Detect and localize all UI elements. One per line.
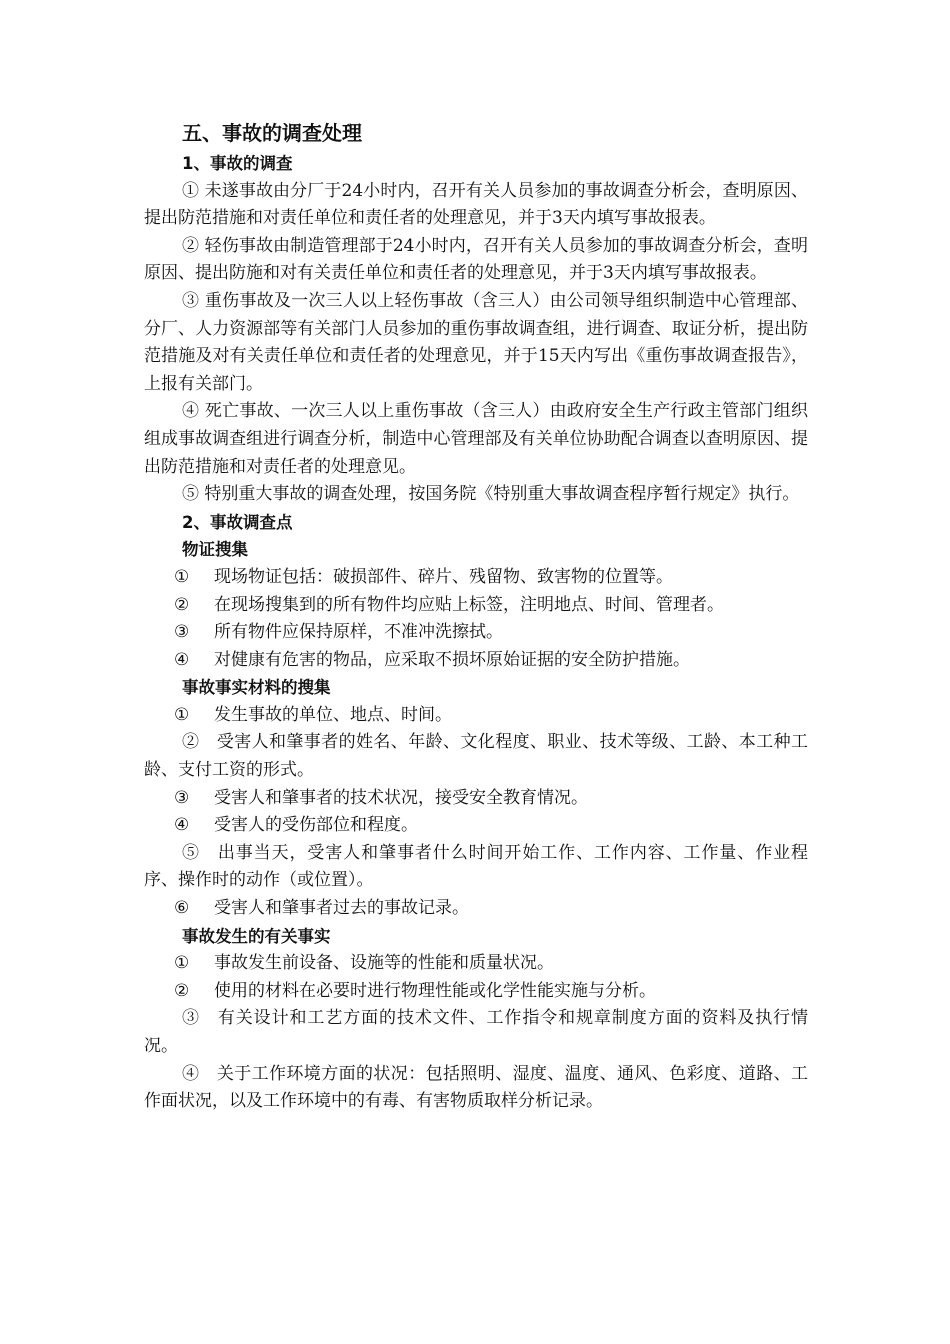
paragraph: ④ 死亡事故、一次三人以上重伤事故（含三人）由政府安全生产行政主管部门组织组成事故调查组进行调查分析，制造中心管理部及有关单位协助配合调查以查明原因、提出防范措施和对责任者的处理意见。 (144, 401, 808, 477)
list-item: ② 受害人和肇事者的姓名、年龄、文化程度、职业、技术等级、工龄、本工种工龄、支付工资的形式。 (144, 732, 809, 781)
list-item: ② 在现场搜集到的所有物件均应贴上标签，注明地点、时间、管理者。 (174, 594, 724, 615)
paragraph: ③ 重伤事故及一次三人以上轻伤事故（含三人）由公司领导组织制造中心管理部、分厂、人力资源部等有关部门人员参加的重伤事故调查组，进行调查、取证分析，提出防范措施及对有关责任单位和责任者的处理意见，并于15天内写出《重伤事故调查报告》，上报有关部门。 (144, 290, 808, 394)
group-title-facts: 事故事实材料的搜集 (182, 678, 331, 698)
list-item: ⑤ 出事当天，受害人和肇事者什么时间开始工作、工作内容、工作量、作业程序、操作时的动作（或位置）。 (144, 842, 809, 891)
list-item: ③ 有关设计和工艺方面的技术文件、工作指令和规章制度方面的资料及执行情况。 (144, 1008, 809, 1056)
list-item: ③ 受害人和肇事者的技术状况，接受安全教育情况。 (174, 787, 588, 808)
list-item: ② 使用的材料在必要时进行物理性能或化学性能实施与分析。 (174, 980, 656, 1001)
document-page (144, 118, 808, 1116)
group-title-related-facts: 事故发生的有关事实 (182, 926, 331, 946)
list-item: ④ 对健康有危害的物品，应采取不损坏原始证据的安全防护措施。 (174, 649, 690, 670)
list-item: ① 事故发生前设备、设施等的性能和质量状况。 (174, 953, 554, 974)
paragraph: ② 轻伤事故由制造管理部于24小时内，召开有关人员参加的事故调查分析会，查明原因、提出防施和对有关责任单位和责任者的处理意见，并于3天内填写事故报表。 (144, 235, 808, 284)
list-item: ① 发生事故的单位、地点、时间。 (174, 704, 452, 725)
paragraph: ⑤ 特别重大事故的调查处理，按国务院《特别重大事故调查程序暂行规定》执行。 (182, 484, 800, 505)
list-item: ④ 关于工作环境方面的状况：包括照明、湿度、温度、通风、色彩度、道路、工作面状况，以及工作环境中的有毒、有害物质取样分析记录。 (144, 1063, 809, 1112)
list-item: ① 现场物证包括：破损部件、碎片、残留物、致害物的位置等。 (174, 566, 673, 587)
paragraph: ① 未遂事故由分厂于24小时内，召开有关人员参加的事故调查分析会，查明原因、提出防范措施和对责任单位和责任者的处理意见，并于3天内填写事故报表。 (144, 180, 808, 229)
list-item: ⑥ 受害人和肇事者过去的事故记录。 (174, 898, 469, 919)
list-item: ③ 所有物件应保持原样，不准冲洗擦拭。 (174, 622, 503, 643)
subsection-title-1: 1、事故的调查 (182, 154, 293, 173)
group-title-evidence: 物证搜集 (182, 540, 248, 560)
section-title: 五、事故的调查处理 (182, 121, 362, 145)
list-item: ④ 受害人的受伤部位和程度。 (174, 815, 418, 836)
subsection-title-2: 2、事故调查点 (182, 512, 293, 532)
